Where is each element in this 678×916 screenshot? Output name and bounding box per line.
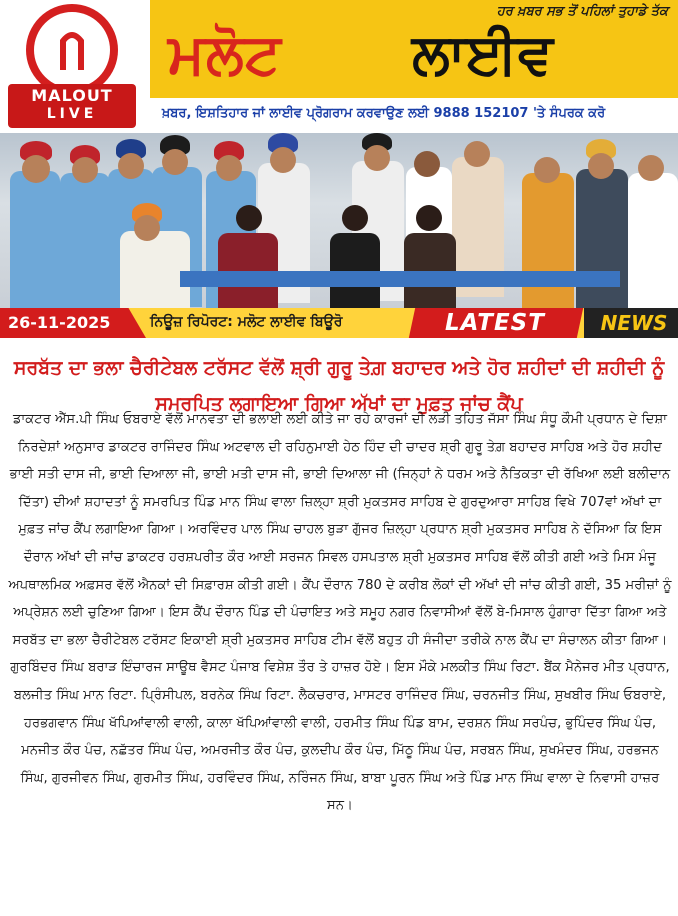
- news-badge: NEWS: [600, 311, 668, 335]
- logo-text-live: LIVE: [46, 106, 98, 122]
- date-strip: [0, 308, 678, 338]
- tagline: ਹਰ ਖ਼ਬਰ ਸਭ ਤੋਂ ਪਹਿਲਾਂ ਤੁਹਾਡੇ ਤੱਕ: [496, 4, 668, 19]
- site-header: [0, 0, 678, 133]
- logo-arch-icon: [58, 26, 86, 70]
- brand-title-live: ਲਾਈਵ: [412, 22, 553, 87]
- report-label: ਨਿਊਜ਼ ਰਿਪੋਰਟ: ਮਲੋਟ ਲਾਈਵ ਬਿਊਰੋ: [150, 314, 343, 330]
- logo-band: [8, 84, 136, 128]
- logo-circle: [26, 4, 118, 96]
- contact-text: ਖ਼ਬਰ, ਇਸ਼ਤਿਹਾਰ ਜਾਂ ਲਾਈਵ ਪ੍ਰੋਗਰਾਮ ਕਰਵਾਉਣ ਲਈ 9888 152107 'ਤੇ ਸੰਪਰਕ ਕਰੋ: [162, 106, 606, 121]
- article-body: ਡਾਕਟਰ ਐੱਸ.ਪੀ ਸਿੰਘ ਓਬਰਾਏ ਵੱਲੋਂ ਮਾਨਵਤਾ ਦੀ ਭਲਾਈ ਲਈ ਕੀਤੇ ਜਾ ਰਹੇ ਕਾਰਜਾਂ ਦੀ ਲੜੀ ਤਹਿਤ ਜੱਸਾ ਸਿੰਘ ਸੰਧੂ ਕੌਮੀ ਪ੍ਰਧਾਨ ਦੇ ਦਿਸ਼ਾ ਨਿਰਦੇਸ਼ਾਂ ਅਨੁਸਾਰ ਡਾਕਟਰ ਰਾਜਿੰਦਰ ਸਿੰਘ ਅਟਵਾਲ ਦੀ ਰਹਿਨੁਮਾਈ ਹੇਠ ਹਿੰਦ ਦੀ ਚਾਦਰ ਸ਼੍ਰੀ ਗੁਰੂ ਤੇਗ਼ ਬਹਾਦਰ ਸਾਹਿਬ ਅਤੇ ਹੋਰ ਸ਼ਹੀਦ ਭਾਈ ਸਤੀ ਦਾਸ ਜੀ, ਭਾਈ ਦਿਆਲਾ ਜੀ, ਭਾਈ ਮਤੀ ਦਾਸ ਜੀ, ਭਾਈ ਦਿਆਲਾ ਜੀ (ਜਿਨ੍ਹਾਂ ਨੇ ਧਰਮ ਅਤੇ ਨੈਤਿਕਤਾ ਦੀ ਰੱਖਿਆ ਲਈ ਬਲੀਦਾਨ ਦਿੱਤਾ) ਦੀਆਂ ਸ਼ਹਾਦਤਾਂ ਨੂੰ ਸਮਰਪਿਤ ਪਿੰਡ ਮਾਨ ਸਿੰਘ ਵਾਲਾ ਜ਼ਿਲ੍ਹਾ ਸ਼੍ਰੀ ਮੁਕਤਸਰ ਸਾਹਿਬ ਦੇ ਗੁਰਦੁਆਰਾ ਸਾਹਿਬ ਵਿਖੇ 707ਵਾਂ ਅੱਖਾਂ ਦਾ ਮੁਫ਼ਤ ਜਾਂਚ ਕੈਂਪ ਲਗਾਇਆ ਗਿਆ। ਅਰਵਿੰਦਰ ਪਾਲ ਸਿੰਘ ਚਾਹਲ ਬੁੜਾ ਗੁੱਜਰ ਜ਼ਿਲ੍ਹਾ ਪ੍ਰਧਾਨ ਸ਼੍ਰੀ ਮੁਕਤਸਰ ਸਾਹਿਬ ਨੇ ਦੱਸਿਆ ਕਿ ਇਸ ਦੌਰਾਨ ਅੱਖਾਂ ਦੀ ਜਾਂਚ ਡਾਕਟਰ ਹਰਸ਼ਪਰੀਤ ਕੌਰ ਆਈ ਸਰਜਨ ਸਿਵਲ ਹਸਪਤਾਲ ਸ਼੍ਰੀ ਮੁਕਤਸਰ ਸਾਹਿਬ ਵੱਲੋਂ ਕੀਤੀ ਗਈ ਅਤੇ ਮਿਸ ਮੰਜੂ ਅਪਥਾਲਮਿਕ ਅਫ਼ਸਰ ਵੱਲੋਂ ਐਨਕਾਂ ਦੀ ਸਿਫ਼ਾਰਸ਼ ਕੀਤੀ ਗਈ। ਕੈਂਪ ਦੌਰਾਨ 780 ਦੇ ਕਰੀਬ ਲੋਕਾਂ ਦੀ ਅੱਖਾਂ ਦੀ ਜਾਂਚ ਕੀਤੀ ਗਈ, 35 ਮਰੀਜ਼ਾਂ ਨੂੰ ਅਪ੍ਰੇਸ਼ਨ ਲਈ ਚੁਣਿਆ ਗਿਆ। ਇਸ ਕੈਂਪ ਦੌਰਾਨ ਪਿੰਡ ਦੀ ਪੰਚਾਇਤ ਅਤੇ ਸਮੂਹ ਨਗਰ ਨਿਵਾਸੀਆਂ ਵੱਲੋਂ ਬੇ-ਮਿਸਾਲ ਹੁੰਗਾਰਾ ਦਿੱਤਾ ਗਿਆ ਅਤੇ ਸਰਬੱਤ ਦਾ ਭਲਾ ਚੈਰੀਟੇਬਲ ਟਰੱਸਟ ਇਕਾਈ ਸ਼੍ਰੀ ਮੁਕਤਸਰ ਸਾਹਿਬ ਟੀਮ ਵੱਲੋਂ ਬਹੁਤ ਹੀ ਸੰਜੀਦਾ ਤਰੀਕੇ ਨਾਲ ਕੈਂਪ ਦਾ ਸੰਚਾਲਨ ਕੀਤਾ ਗਿਆ। ਗੁਰਬਿੰਦਰ ਸਿੰਘ ਬਰਾੜ ਇੰਚਾਰਜ ਸਾਊਥ ਵੈਸਟ ਪੰਜਾਬ ਵਿਸ਼ੇਸ਼ ਤੌਰ ਤੇ ਹਾਜ਼ਰ ਹੋਏ। ਇਸ ਮੌਕੇ ਮਲਕੀਤ ਸਿੰਘ ਰਿਟਾ. ਬੈਂਕ ਮੈਨੇਜਰ ਮੀਤ ਪ੍ਰਧਾਨ, ਬਲਜੀਤ ਸਿੰਘ ਮਾਨ ਰਿਟਾ. ਪ੍ਰਿੰਸੀਪਲ, ਬਰਨੇਕ ਸਿੰਘ ਰਿਟਾ. ਲੈਕਚਰਾਰ, ਮਾਸਟਰ ਰਾਜਿੰਦਰ ਸਿੰਘ, ਚਰਨਜੀਤ ਸਿੰਘ, ਸੁਖਬੀਰ ਸਿੰਘ ਓਬਰਾਏ, ਹਰਭਗਵਾਨ ਸਿੰਘ ਖੱਪਿਆਂਵਾਲੀ ਵਾਲੀ, ਕਾਲਾ ਖੱਪਿਆਂਵਾਲੀ ਵਾਲੀ, ਹਰਮੀਤ ਸਿੰਘ ਪਿੰਡ ਬਾਮ, ਦਰਸ਼ਨ ਸਿੰਘ ਸਰਪੰਚ, ਭੁਪਿੰਦਰ ਸਿੰਘ ਪੰਚ, ਮਨਜੀਤ ਕੌਰ ਪੰਚ, ਨਛੱਤਰ ਸਿੰਘ ਪੰਚ, ਅਮਰਜੀਤ ਕੌਰ ਪੰਚ, ਕੁਲਦੀਪ ਕੌਰ ਪੰਚ, ਮਿੱਠੂ ਸਿੰਘ ਪੰਚ, ਸਰਬਨ ਸਿੰਘ, ਸੁਖਮੰਦਰ ਸਿੰਘ, ਹਰਭਜਨ ਸਿੰਘ, ਗੁਰਜੀਵਨ ਸਿੰਘ, ਗੁਰਮੀਤ ਸਿੰਘ, ਹਰਵਿੰਦਰ ਸਿੰਘ, ਨਰਿੰਜਨ ਸਿੰਘ, ਬਾਬਾ ਪੂਰਨ ਸਿੰਘ ਅਤੇ ਪਿੰਡ ਮਾਨ ਸਿੰਘ ਵਾਲਾ ਦੇ ਨਿਵਾਸੀ ਹਾਜ਼ਰ ਸਨ।: [8, 412, 672, 814]
- brand-title-malout: ਮਲੋਟ: [168, 22, 282, 87]
- contact-bar: [150, 98, 678, 133]
- article-headline: ਸਰਬੱਤ ਦਾ ਭਲਾ ਚੈਰੀਟੇਬਲ ਟਰੱਸਟ ਵੱਲੋਂ ਸ਼੍ਰੀ ਗੁਰੂ ਤੇਗ਼ ਬਹਾਦਰ ਅਤੇ ਹੋਰ ਸ਼ਹੀਦਾਂ ਦੀ ਸ਼ਹੀਦੀ ਨੂੰ ਸਮਰਪਿਤ ਲਗਾਇਆ ਗਿਆ ਅੱਖਾਂ ਦਾ ਮੁਫ਼ਤ ਜਾਂਚ ਕੈਂਪ: [13, 357, 665, 415]
- date-label: 26-11-2025: [8, 313, 111, 332]
- logo-text-malout: MALOUT: [31, 86, 113, 105]
- table: [180, 271, 620, 287]
- brand-banner: [150, 0, 678, 98]
- news-photo: [0, 133, 678, 308]
- latest-badge: LATEST: [445, 310, 545, 336]
- malout-live-logo[interactable]: [0, 0, 150, 133]
